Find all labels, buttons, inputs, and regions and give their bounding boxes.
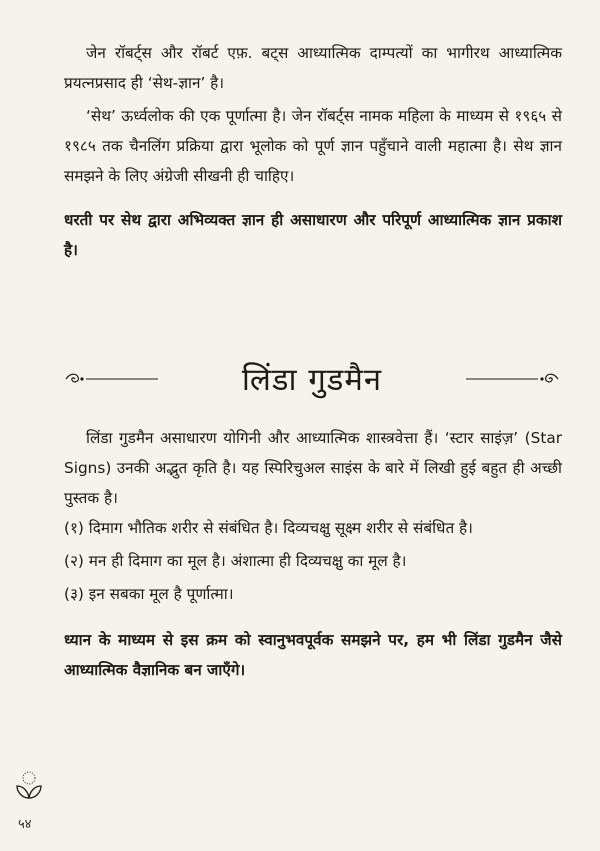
page-number: ५४ <box>18 817 32 832</box>
section-title: लिंडा गुडमैन <box>241 362 383 398</box>
section-heading-row <box>62 353 562 405</box>
list-item: (३) इन सबका मूल है पूर्णात्मा। <box>64 585 234 603</box>
left-flourish-icon <box>62 369 158 389</box>
paragraph-linda-intro: लिंडा गुडमैन असाधारण योगिनी और आध्यात्मिक शास्त्रवेत्ता हैं। ‘स्टार साइंज़’ (Star Signs) उनकी अद्भुत कृति है। यह स्पिरिचुअल साइंस के बारे में लिखी हुई बहुत ही अच्छी पुस्तक है। <box>64 429 562 507</box>
list-item: (२) मन ही दिमाग का मूल है। अंशात्मा ही दिव्यचक्षु का मूल है। <box>64 552 407 570</box>
paragraph-seth-conclusion: धरती पर सेथ द्वारा अभिव्यक्त ज्ञान ही असाधारण और परिपूर्ण आध्यात्मिक ज्ञान प्रकाश है। <box>64 211 562 259</box>
paragraph-seth-intro: जेन रॉबर्ट्स और रॉबर्ट एफ़. बट्स आध्यात्मिक दाम्पत्यों का भागीरथ आध्यात्मिक प्रयत्नप्रसाद ही ‘सेथ-ज्ञान’ है। <box>64 44 562 92</box>
leaf-logo-icon <box>14 770 44 810</box>
paragraph-linda-conclusion: ध्यान के माध्यम से इस क्रम को स्वानुभवपूर्वक समझने पर, हम भी लिंडा गुडमैन जैसे आध्यात्मिक वैज्ञानिक बन जाएँगे। <box>64 631 562 679</box>
right-flourish-icon <box>466 369 562 389</box>
paragraph-seth-description: ‘सेथ’ ऊर्ध्वलोक की एक पूर्णात्मा है। जेन रॉबर्ट्स नामक महिला के माध्यम से १९६५ से १९८५ तक चैनलिंग प्रक्रिया द्वारा भूलोक को पूर्ण ज्ञान पहुँचाने वाली महात्मा है। सेथ ज्ञान समझने के लिए अंग्रेजी सीखनी ही चाहिए। <box>64 107 562 185</box>
section-seth <box>64 38 562 265</box>
section-linda-goodman <box>64 423 562 685</box>
list-item: (१) दिमाग भौतिक शरीर से संबंधित है। दिव्यचक्षु सूक्ष्म शरीर से संबंधित है। <box>64 519 473 537</box>
